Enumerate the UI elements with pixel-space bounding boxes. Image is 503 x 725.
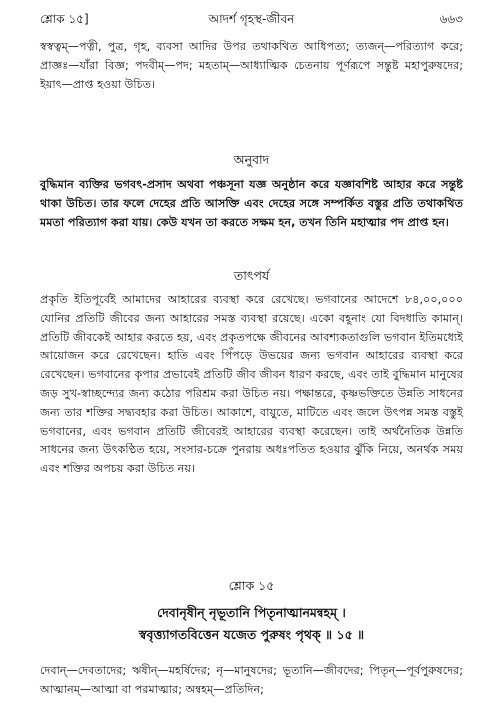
translation-block — [40, 176, 463, 232]
synonyms-bottom-block — [40, 662, 463, 700]
verse-line-1: দেবানৃষীন্ নৃভূতানি পিতৃনাত্মানমন্বহম্ । — [157, 605, 346, 620]
purport-heading: তাৎপর্য — [233, 268, 270, 283]
verse-title: শ্লোক ১৫ — [228, 578, 275, 593]
translation-section — [40, 151, 463, 169]
chapter-verse-ref: শ্লোক ১৫] — [40, 12, 89, 26]
verse-line-2: স্ববৃত্ত্যাগতবিত্তেন যজেত পুরুষং পৃথক্ ॥ ১৫ ॥ — [138, 627, 365, 642]
synonyms-top-block — [40, 38, 463, 94]
page-header — [40, 10, 463, 28]
purport-section — [40, 267, 463, 285]
synonyms-top: স্বস্বত্বম্—পত্নী, পুত্র, গৃহ, ব্যবসা আদির উপর তথাকথিত আধিপত্য; ত্যজন্—পরিত্যাগ করে; প্রাজ্ঞঃ—যাঁরা বিজ্ঞ; পদবীম্—পদ; মহতাম্—আধ্যাত্মিক চেতনায় পূর্ণরূপে সন্তুষ্ট মহাপুরুষদের; ইয়াৎ—প্রাপ্ত হওয়া উচিত। — [40, 40, 463, 91]
translation-text: বুদ্ধিমান ব্যক্তির ভগবৎ-প্রসাদ অথবা পঞ্চসূনা যজ্ঞ অনুষ্ঠান করে যজ্ঞাবশিষ্ট আহার করে সন্তুষ্ট থাকা উচিত। তার ফলে দেহের প্রতি আসক্তি এবং দেহের সঙ্গে সম্পর্কিত বস্তুর প্রতি তথাকথিত মমতা পরিত্যাগ করা যায়। কেউ যখন তা করতে সক্ষম হন, তখন তিনি মহাত্মার পদ প্রাপ্ত হন। — [40, 178, 463, 229]
purport-block — [40, 291, 463, 479]
synonyms-bottom: দেবান্—দেবতাদের; ঋষীন্—মহর্ষিদের; নৃ—মানুষদের; ভূতানি—জীবদের; পিতৃন্—পূর্বপুরুষদের; আত্মানম্—আত্মা বা পরমাত্মার; অন্বহম্—প্রতিদিন; — [40, 664, 463, 696]
running-title: আদর্শ গৃহস্থ-জীবন — [208, 12, 295, 26]
page-number: ৬৬৩ — [439, 12, 463, 26]
verse-block — [40, 578, 463, 646]
translation-heading: অনুবাদ — [233, 152, 270, 167]
purport-text: প্রকৃতি ইতিপূর্বেই আমাদের আহারের ব্যবস্থা করে রেখেছে। ভগবানের আদেশে ৮৪,০০,০০০ যোনির প্রতিটি জীবের জন্য আহারের সমস্ত ব্যবস্থা রয়েছে। একো বহূনাং যো বিদধাতি কামান্। প্রতিটি জীবকেই আহার করতে হয়, এবং প্রকৃতপক্ষে জীবনের আবশ্যকতাগুলি ভগবান ইতিমধ্যেই আয়োজন করে রেখেছেন। হাতি এবং পিঁপড়ে উভয়ের জন্য ভগবান আহারের ব্যবস্থা করে রেখেছেন। ভগবানের কৃপার প্রভাবেই প্রতিটি জীব জীবন ধারণ করছে, এবং তাই বুদ্ধিমান মানুষের জড় সুখ-স্বাচ্ছন্দ্যের জন্য কঠোর পরিশ্রম করা উচিত নয়। পক্ষান্তরে, কৃষ্ণভক্তিতে উন্নতি সাধনের জন্য তার শক্তির সদ্ব্যবহার করা উচিত। আকাশে, বায়ুতে, মাটিতে এবং জলে উৎপন্ন সমস্ত বস্তুই ভগবানের, এবং ভগবান প্রতিটি জীবেরই আহারের ব্যবস্থা করেছেন। তাই অর্থনৈতিক উন্নতি সাধনের জন্য উৎকণ্ঠিত হয়ে, সংসার-চক্রে পুনরায় অধঃপতিত হওয়ার ঝুঁকি নিয়ে, অনর্থক সময় এবং শক্তির অপচয় করা উচিত নয়। — [40, 293, 463, 476]
